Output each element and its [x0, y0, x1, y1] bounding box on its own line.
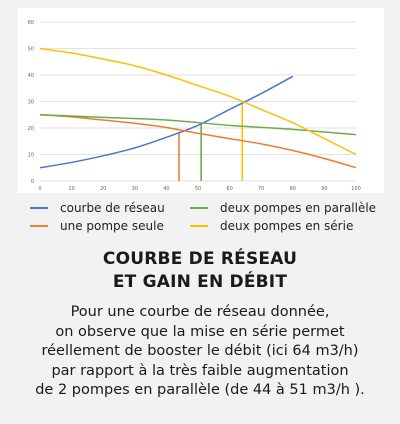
- x-tick-label: 40: [163, 186, 170, 192]
- page-title: [0, 248, 400, 294]
- legend-label: courbe de réseau: [60, 201, 165, 215]
- y-tick-label: 10: [27, 152, 34, 159]
- legend-swatch: [30, 225, 48, 227]
- x-tick-label: 100: [351, 186, 361, 192]
- x-tick-label: 70: [258, 186, 265, 192]
- legend-swatch: [190, 207, 208, 209]
- x-tick-label: 30: [131, 186, 138, 192]
- legend-label: une pompe seule: [60, 219, 164, 233]
- legend-label: deux pompes en série: [220, 219, 354, 233]
- legend-label: deux pompes en parallèle: [220, 201, 377, 215]
- x-tick-label: 10: [68, 186, 75, 192]
- chart-panel: [18, 8, 384, 193]
- y-tick-label: 40: [27, 73, 34, 79]
- description-line: de 2 pompes en parallèle (de 44 à 51 m3/h ).: [35, 382, 365, 398]
- legend-item-une-pompe-seule: [30, 218, 164, 234]
- series-line-courbe-de-r-seau: [40, 76, 293, 167]
- description-line: réellement de booster le débit (ici 64 m3/h): [41, 343, 359, 359]
- title-line-1: COURBE DE RÉSEAU: [102, 249, 298, 269]
- chart-legend: [30, 198, 390, 238]
- description-line: par rapport à la très faible augmentation: [51, 362, 349, 379]
- legend-item-deux-pompes-en-parallele: [190, 200, 376, 216]
- x-tick-label: 50: [194, 186, 202, 192]
- x-tick-label: 90: [321, 186, 328, 192]
- x-tick-label: 80: [289, 186, 296, 192]
- x-tick-label: 0: [38, 186, 42, 192]
- pump-curve-chart: [18, 8, 384, 193]
- legend-swatch: [190, 225, 208, 227]
- description-line: Pour une courbe de réseau donnée,: [70, 304, 330, 320]
- legend-swatch: [30, 207, 48, 209]
- description-paragraph: [0, 303, 400, 401]
- y-tick-label: 60: [27, 20, 34, 26]
- title-line-2: ET GAIN EN DÉBIT: [112, 272, 288, 292]
- y-tick-label: 30: [27, 99, 34, 106]
- legend-item-courbe-de-reseau: [30, 200, 165, 216]
- x-tick-label: 60: [226, 186, 233, 192]
- x-tick-label: 20: [100, 186, 107, 192]
- y-tick-label: 20: [27, 126, 34, 132]
- legend-item-deux-pompes-en-serie: [190, 218, 353, 234]
- y-tick-label: 50: [27, 46, 34, 53]
- description-line: on observe que la mise en série permet: [55, 323, 345, 340]
- y-tick-label: 0: [30, 179, 34, 185]
